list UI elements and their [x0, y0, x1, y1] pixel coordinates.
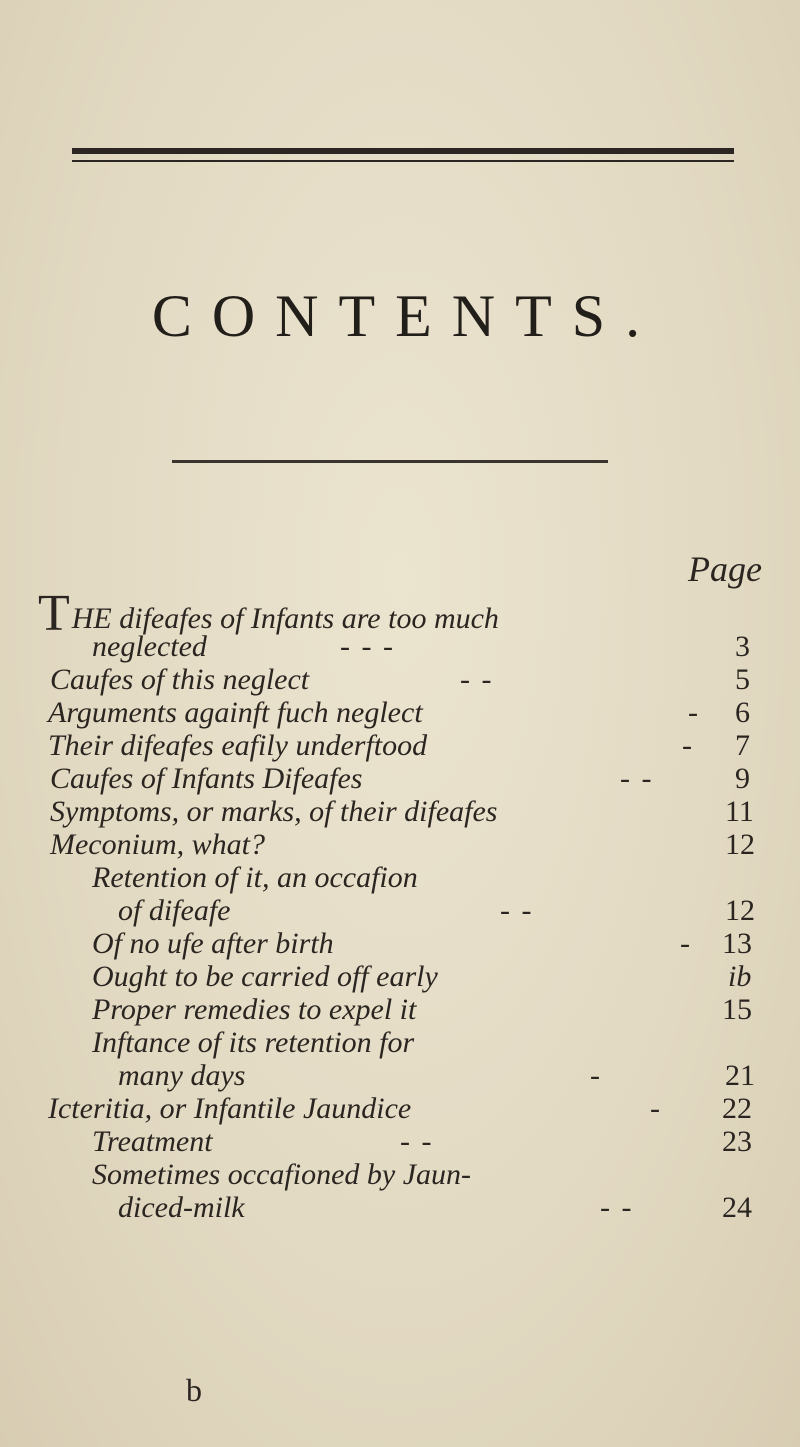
title-rule [172, 460, 608, 463]
toc-page-number: 11 [725, 795, 754, 828]
toc-page-number: ib [728, 960, 752, 993]
toc-page-number: 23 [722, 1125, 752, 1158]
toc-entry [0, 993, 800, 1026]
toc-entry-text: many days [118, 1059, 246, 1092]
toc-entry-line2 [0, 1059, 800, 1092]
toc-entry-line1 [0, 861, 800, 894]
toc-page-number: 6 [735, 696, 750, 729]
toc-page-number: 5 [735, 663, 750, 696]
top-rule-thin [72, 160, 734, 162]
signature-mark: b [186, 1372, 202, 1408]
toc-leader-dots: - [590, 1059, 602, 1092]
toc-entry-line1 [0, 1158, 800, 1191]
toc-entry-text: Ought to be carried off early [92, 960, 438, 993]
toc-entry-text: neglected [92, 630, 207, 663]
toc-leader-dots: - - [460, 663, 494, 696]
toc-entry-text: Caufes of this neglect [50, 663, 310, 696]
toc-entry-text: Of no ufe after birth [92, 927, 334, 960]
toc-entry [0, 1092, 800, 1125]
toc-page-number: 9 [735, 762, 750, 795]
toc-leader-dots: - [682, 729, 694, 762]
toc-entry [0, 696, 800, 729]
toc-entry-text: Symptoms, or marks, of their difeafes [50, 795, 498, 828]
toc-page-number: 15 [722, 993, 752, 1026]
toc-entry-text: Sometimes occafioned by Jaun- [92, 1158, 472, 1191]
toc-entry [0, 663, 800, 696]
toc-entry [0, 828, 800, 861]
toc-entry [0, 729, 800, 762]
top-rule-thick [72, 148, 734, 154]
toc-entry-text: Retention of it, an occafion [92, 861, 418, 894]
contents-list [0, 585, 800, 1224]
toc-entry-text: of difeafe [118, 894, 231, 927]
toc-entry-line1 [0, 1026, 800, 1059]
toc-entry-line2 [0, 894, 800, 927]
toc-leader-dots: - - [500, 894, 534, 927]
toc-leader-dots: - [680, 927, 692, 960]
toc-entry [0, 927, 800, 960]
toc-entry [0, 960, 800, 993]
toc-leader-dots: - [688, 696, 700, 729]
toc-entry [0, 762, 800, 795]
toc-page-number: 22 [722, 1092, 752, 1125]
toc-entry-text: Caufes of Infants Difeafes [50, 762, 363, 795]
toc-entry-text: Their difeafes eafily underftood [48, 729, 428, 762]
toc-entry-text: Proper remedies to expel it [92, 993, 417, 1026]
toc-page-number: 3 [735, 630, 750, 663]
toc-page-number: 12 [725, 828, 755, 861]
toc-leader-dots: - - [400, 1125, 434, 1158]
toc-page-number: 7 [735, 729, 750, 762]
toc-entry [0, 795, 800, 828]
toc-leader-dots: - [650, 1092, 662, 1125]
toc-page-number: 13 [722, 927, 752, 960]
toc-entry-text: diced-milk [118, 1191, 245, 1224]
page-title: CONTENTS. [151, 283, 661, 349]
toc-entry-text: Arguments againft fuch neglect [48, 696, 423, 729]
drop-cap: T [38, 585, 70, 642]
toc-entry-1-line2 [0, 630, 800, 663]
toc-page-number: 24 [722, 1191, 752, 1224]
toc-entry-1-line1 [0, 585, 800, 642]
toc-page-number: 12 [725, 894, 755, 927]
page-column-header: Page [688, 549, 762, 589]
toc-entry-text: Meconium, what? [50, 828, 265, 861]
toc-leader-dots: - - [620, 762, 654, 795]
toc-entry-text: HE difeafes of Infants are too much [71, 602, 499, 635]
toc-page-number: 21 [725, 1059, 755, 1092]
toc-entry-text: Treatment [92, 1125, 213, 1158]
toc-entry-text: Icteritia, or Infantile Jaundice [48, 1092, 412, 1125]
toc-entry-line2 [0, 1191, 800, 1224]
toc-entry-text: Inftance of its retention for [92, 1026, 415, 1059]
toc-leader-dots: - - [600, 1191, 634, 1224]
toc-entry [0, 1125, 800, 1158]
toc-leader-dots: - - - [340, 630, 395, 663]
